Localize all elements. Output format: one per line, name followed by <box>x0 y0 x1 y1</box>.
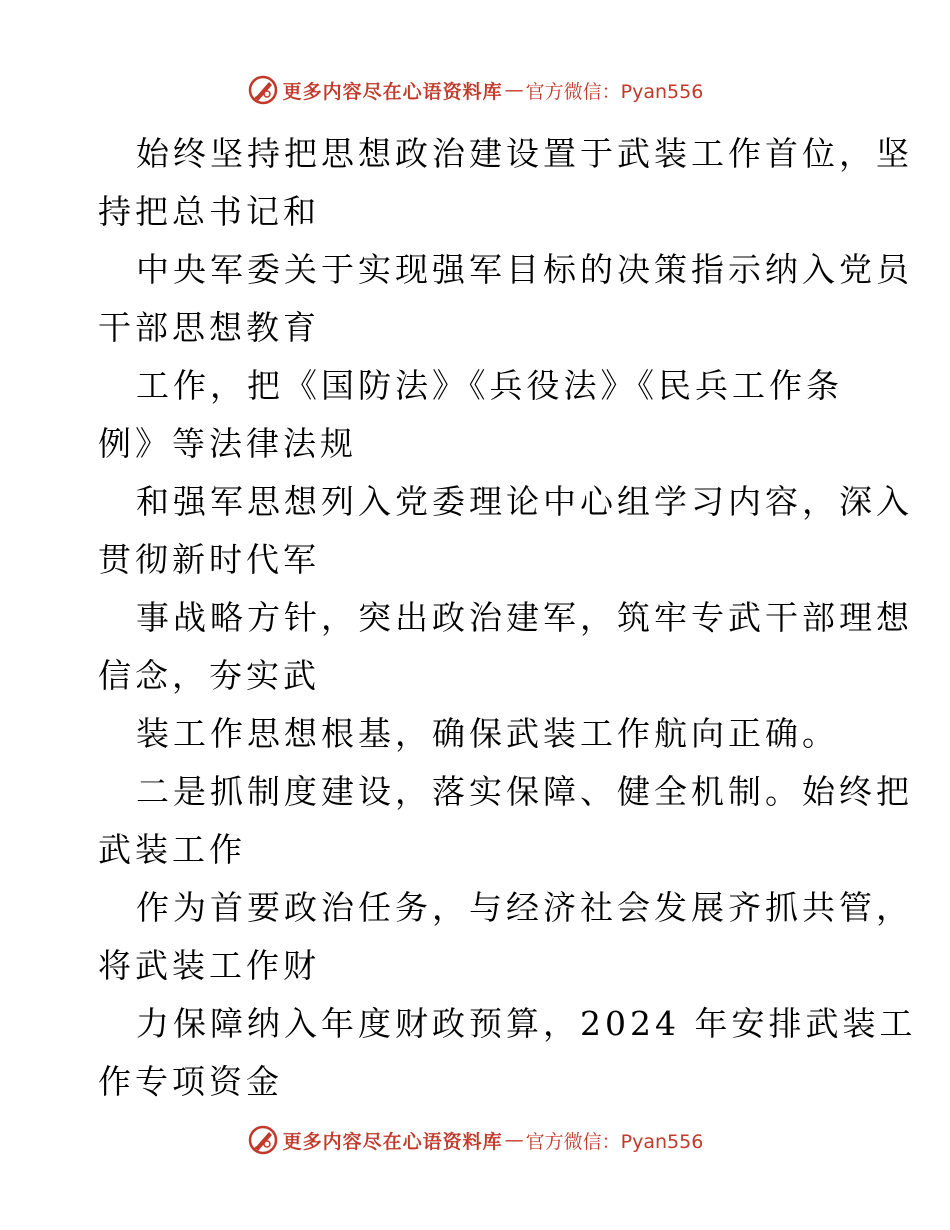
header-promo-text: 更多内容尽在心语资料库 <box>282 80 503 103</box>
quill-pen-seal-icon <box>247 74 279 106</box>
footer-dash: — <box>504 1129 524 1151</box>
paragraph-line: 始终坚持把思想政治建设置于武装工作首位，坚 <box>136 134 913 173</box>
footer-banner <box>0 1120 950 1160</box>
paragraph-line: 力保障纳入年度财政预算，2024 年安排武装工 <box>136 1004 917 1043</box>
document-body <box>98 125 917 1111</box>
footer-contact-text: 官方微信：Pyan556 <box>525 1130 704 1153</box>
header-banner <box>0 70 950 110</box>
paragraph-line: 中央军委关于实现强军目标的决策指示纳入党员 <box>136 250 913 289</box>
paragraph-line: 装工作思想根基，确保武装工作航向正确。 <box>136 714 839 753</box>
footer-promo-text: 更多内容尽在心语资料库 <box>282 1130 503 1153</box>
paragraph-line: 干部思想教育 <box>98 308 320 347</box>
paragraph-line: 持把总书记和 <box>98 192 320 231</box>
paragraph-line: 二是抓制度建设，落实保障、健全机制。始终把 <box>136 772 913 811</box>
paragraph-line: 贯彻新时代军 <box>98 540 320 579</box>
paragraph-line: 将武装工作财 <box>98 946 320 985</box>
paragraph-line: 作专项资金 <box>98 1062 283 1101</box>
header-contact-text: 官方微信：Pyan556 <box>525 80 704 103</box>
paragraph-line: 工作，把《国防法》《兵役法》《民兵工作条 <box>136 366 843 405</box>
paragraph-line: 和强军思想列入党委理论中心组学习内容，深入 <box>136 482 913 521</box>
paragraph-line: 信念，夯实武 <box>98 656 320 695</box>
paragraph-line: 武装工作 <box>98 830 246 869</box>
header-dash: — <box>504 79 524 101</box>
paragraph-line: 作为首要政治任务，与经济社会发展齐抓共管， <box>136 888 913 927</box>
quill-pen-seal-icon <box>247 1124 279 1156</box>
paragraph-line: 例》等法律法规 <box>98 424 357 463</box>
paragraph-line: 事战略方针，突出政治建军，筑牢专武干部理想 <box>136 598 913 637</box>
